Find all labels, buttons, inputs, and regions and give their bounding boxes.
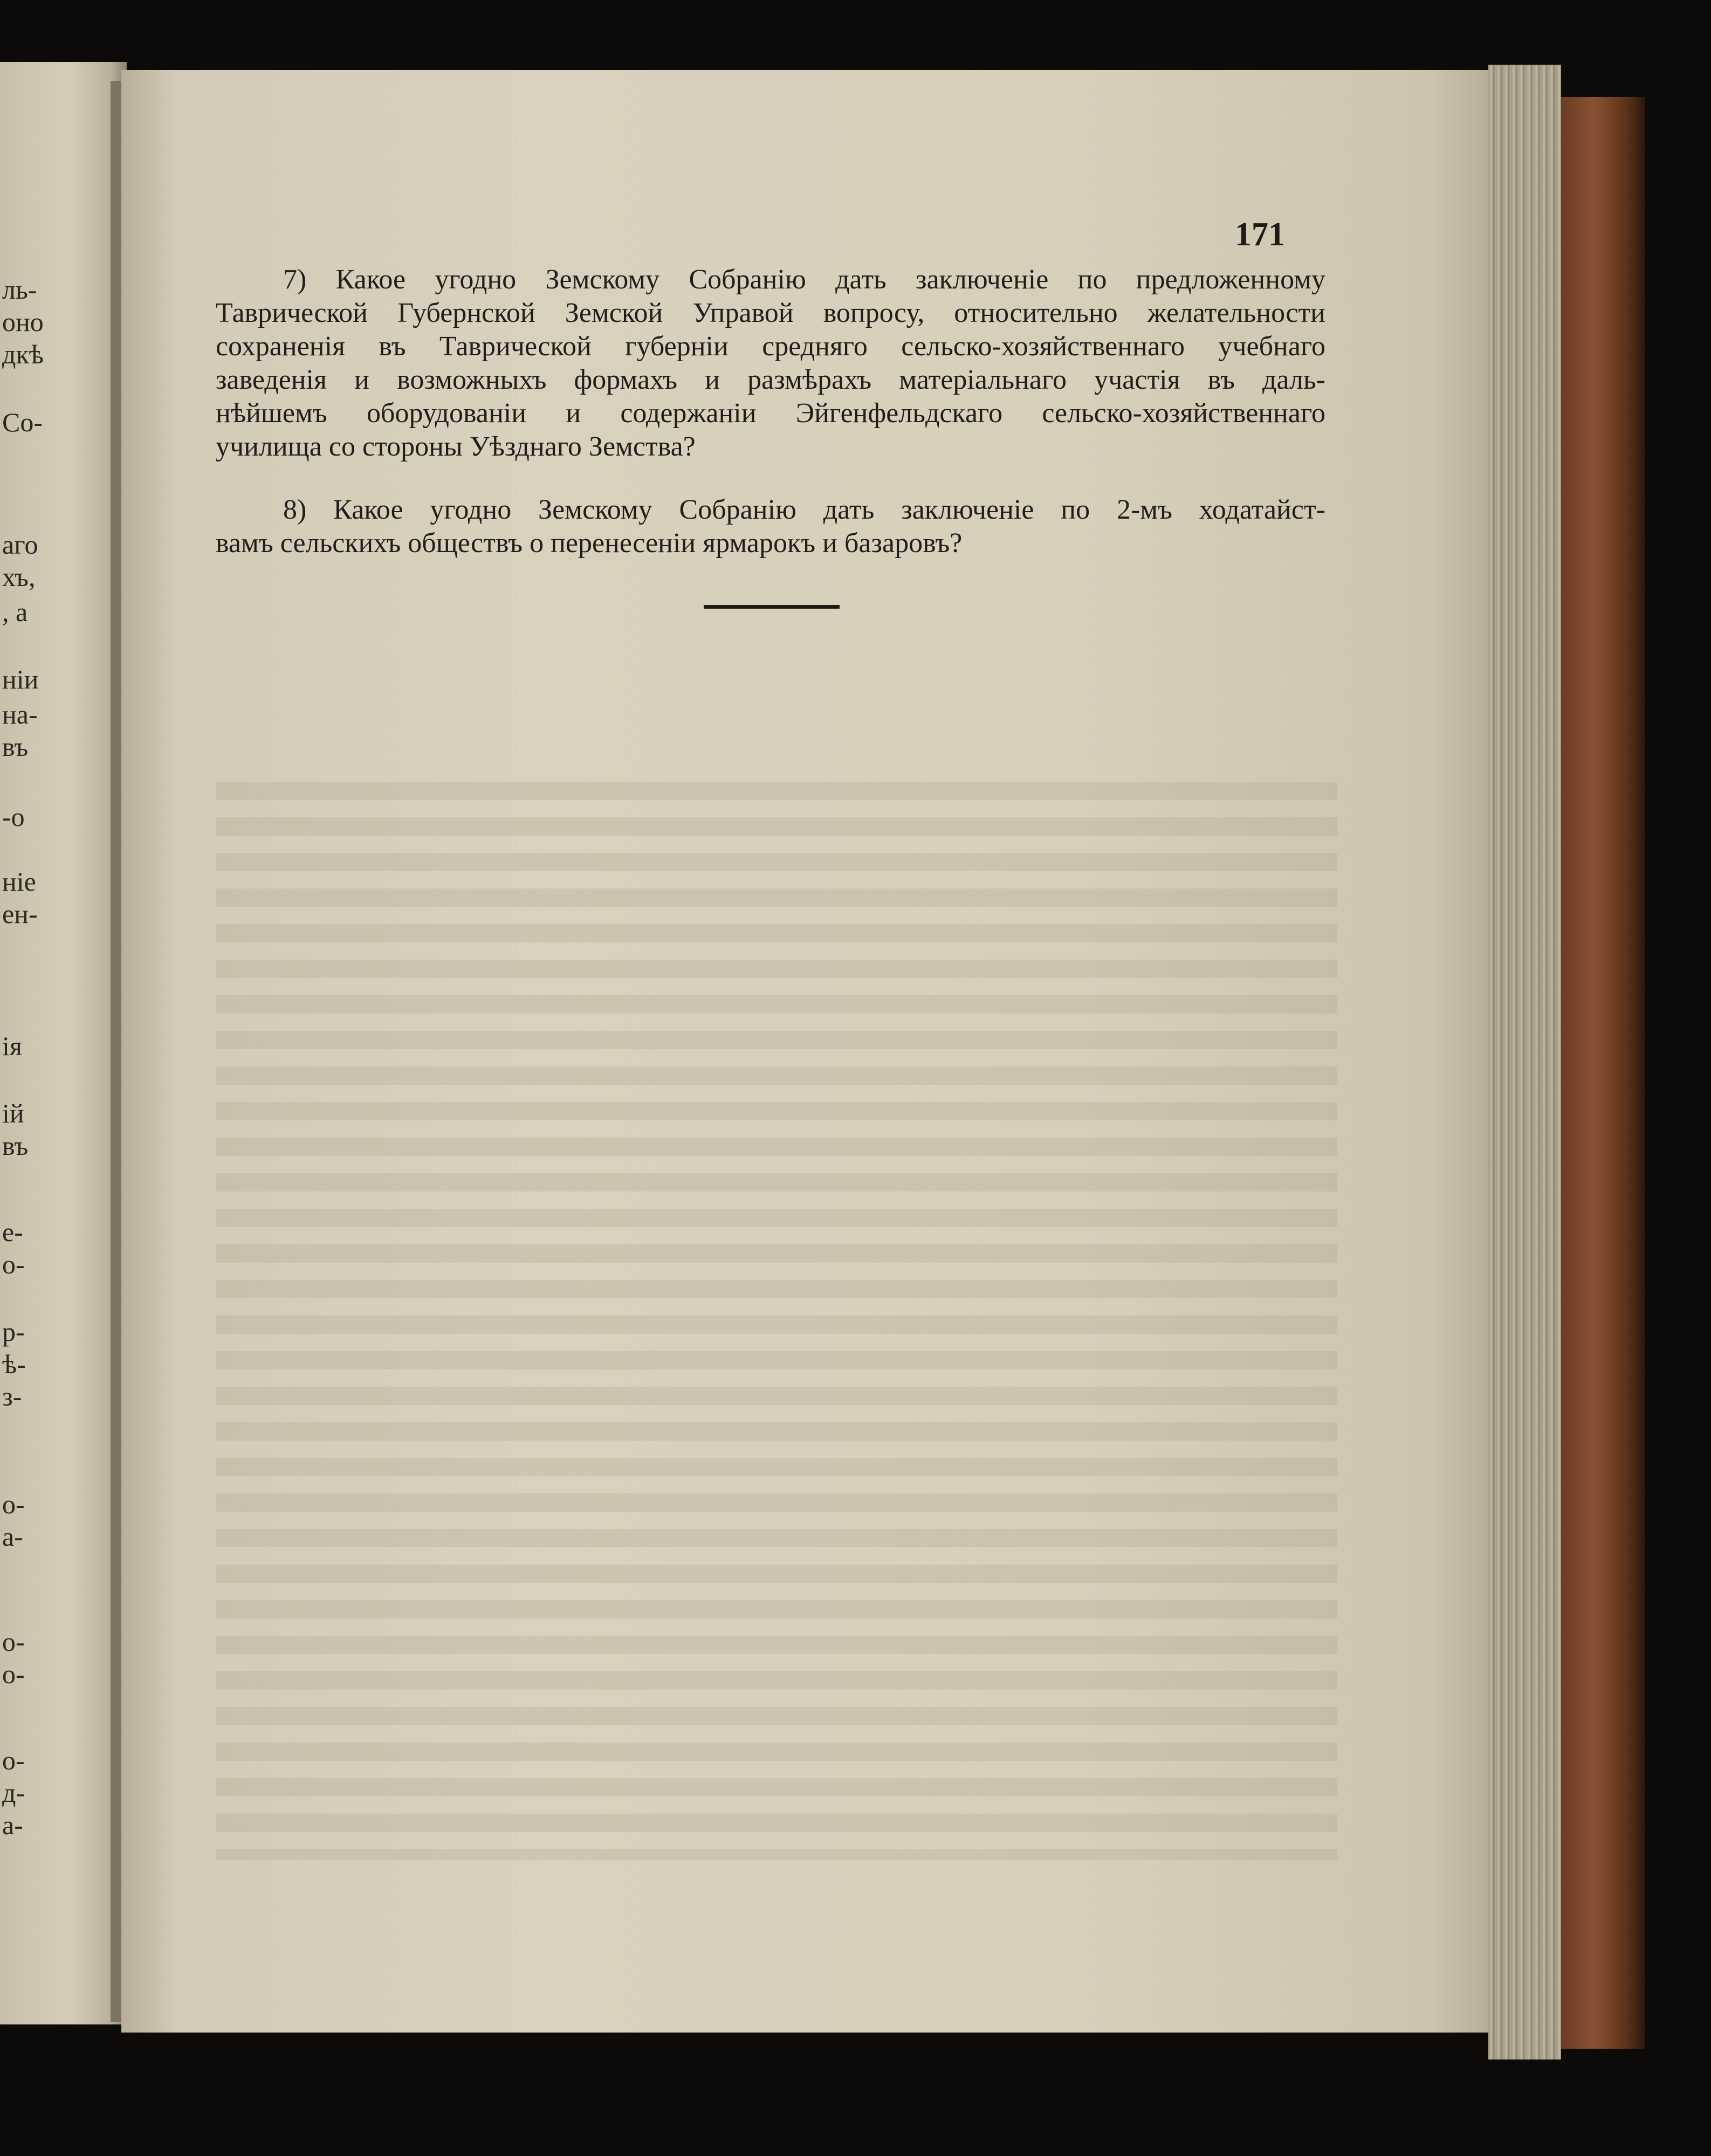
left-page-fragment: о- [2,1745,25,1775]
q7-line: училища со стороны Уѣзднаго Земства? [216,431,696,462]
left-page-fragment: ніи [2,664,39,694]
q7-line: заведенія и возможныхъ формахъ и размѣрахъ матеріальнаго участія въ даль- [216,364,1325,395]
section-divider [704,605,840,609]
left-page-fragment: о- [2,1249,25,1279]
left-page-fragment: а- [2,1810,23,1840]
question-8 [216,493,1325,560]
q8-line: 8) Какое угодно Земскому Собранію дать заключеніе по 2-мъ ходатайст- [283,494,1325,525]
q7-line: нѣйшемъ оборудованіи и содержаніи Эйгенфельдскаго сельско-хозяйственнаго [216,398,1325,429]
page-body [216,263,1325,560]
left-page-fragment: з- [2,1381,22,1411]
show-through-text [216,782,1337,1860]
left-page-fragment: ль- [2,274,37,305]
left-page-fragment: ія [2,1031,22,1061]
left-page-fragment: , а [2,597,28,627]
question-7 [216,263,1325,464]
left-page-fragment: а- [2,1521,23,1552]
left-page-fragment: ніе [2,866,36,897]
q8-line: вамъ сельскихъ обществъ о перенесеніи ярмарокъ и базаровъ? [216,528,963,559]
left-page-fragment: дкѣ [2,339,44,369]
page-number: 171 [1235,216,1285,253]
left-page-fragment: ій [2,1098,24,1128]
left-page-fragment: хъ, [2,562,36,592]
q7-line: 7) Какое угодно Земскому Собранію дать заключеніе по предложенному [283,264,1325,295]
left-page-fragment: Со- [2,407,43,437]
page-edges [1488,65,1561,2059]
left-page-fragment: ен- [2,899,38,929]
left-page-fragment: -о [2,802,25,832]
left-page-fragment: е- [2,1217,23,1247]
left-page-fragment: ѣ- [2,1349,26,1379]
q7-line: Таврической Губернской Земской Управой вопросу, относительно желательности [216,298,1325,328]
left-page-fragment: о- [2,1489,25,1519]
left-page-fragment: оно [2,307,44,337]
left-page-fragment: въ [2,1131,29,1161]
left-page-fragment: въ [2,732,29,762]
left-page-fragment: на- [2,699,38,729]
left-page-fragment: о- [2,1659,25,1689]
paragraph-gap [216,464,1325,493]
left-page-fragment: р- [2,1317,25,1347]
q7-line: сохраненія въ Таврической губерніи средняго сельско-хозяйственнаго учебнаго [216,331,1325,362]
left-page-fragment: о- [2,1627,25,1657]
left-page-fragment: д- [2,1778,25,1808]
left-page-fragment: аго [2,529,38,560]
book-spine [1561,97,1645,2049]
